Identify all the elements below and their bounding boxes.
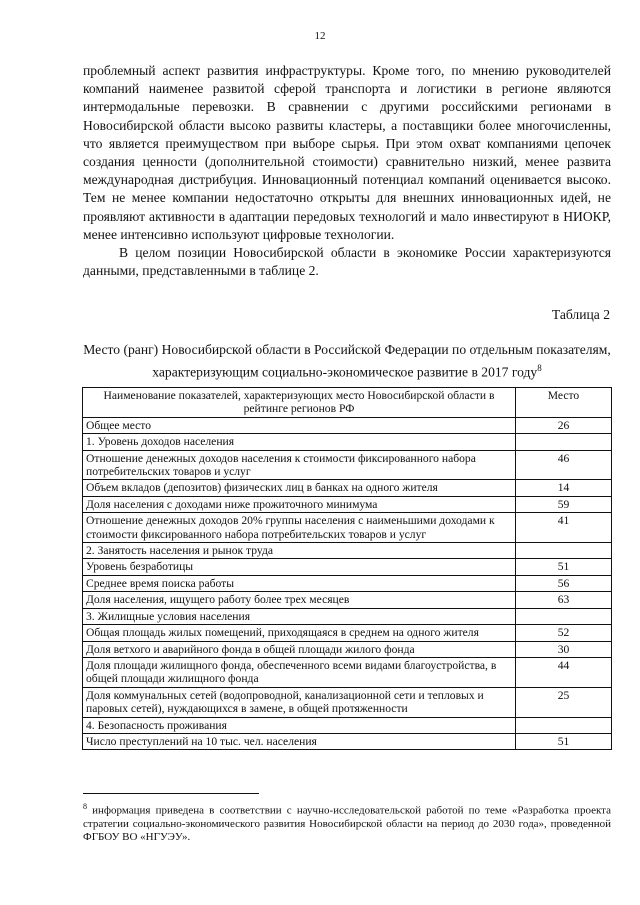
- paragraph-continuation: проблемный аспект развития инфраструктуры. Кроме того, по мнению руководителей компаний наименее развитой сферой транспорта и логистики в регионе являются интермодальные перевозки. В сравнении с другими российскими регионами в Новосибирской области высоко развиты кластеры, а поставщики более многочисленны, что является преимуществом при выборе сырья. При этом охват компаниями цепочек создания ценности (дополнительной стоимости) сравнительно низкий, менее развита международная дистрибуция. Инновационный потенциал компаний оценивается высоко. Тем не менее компании недостаточно открыты для внешних инновационных идей, не проявляют активности в адаптации передовых технологий и мало инвестируют в НИОКР, менее интенсивно используют цифровые технологии.: [83, 63, 611, 242]
- table-row: [83, 687, 612, 717]
- row-value: 41: [516, 513, 612, 543]
- row-value: 52: [516, 625, 612, 641]
- row-name: Общее место: [83, 417, 516, 433]
- row-name: Отношение денежных доходов населения к стоимости фиксированного набора потребительских товаров и услуг: [83, 450, 516, 480]
- table-row: [83, 559, 612, 575]
- table-row: [83, 608, 612, 624]
- row-name: Доля населения, ищущего работу более трех месяцев: [83, 592, 516, 608]
- row-value: [516, 608, 612, 624]
- row-name: Число преступлений на 10 тыс. чел. населения: [83, 733, 516, 749]
- table-row: [83, 480, 612, 496]
- table-caption: [83, 341, 611, 382]
- row-value: 46: [516, 450, 612, 480]
- row-name: 4. Безопасность проживания: [83, 717, 516, 733]
- paragraph-table-intro: В целом позиции Новосибирской области в экономике России характеризуются данными, представленными в таблице 2.: [83, 245, 611, 279]
- row-name: Доля коммунальных сетей (водопроводной, канализационной сети и тепловых и паровых сетей), нуждающихся в замене, в общей протяженности: [83, 687, 516, 717]
- row-value: 51: [516, 733, 612, 749]
- row-name: Среднее время поиска работы: [83, 575, 516, 591]
- row-value: 25: [516, 687, 612, 717]
- header-rank: Место: [516, 388, 612, 418]
- table-row: [83, 513, 612, 543]
- ranking-table: [82, 387, 612, 750]
- table-row: [83, 543, 612, 559]
- header-indicator: Наименование показателей, характеризующих место Новосибирской области в рейтинге регионов РФ: [83, 388, 516, 418]
- table-header-row: [83, 388, 612, 418]
- table-row: [83, 575, 612, 591]
- table-row: [83, 657, 612, 687]
- row-name: Доля площади жилищного фонда, обеспеченного всеми видами благоустройства, в общей площади жилищного фонда: [83, 657, 516, 687]
- table-row: [83, 717, 612, 733]
- row-name: Объем вкладов (депозитов) физических лиц в банках на одного жителя: [83, 480, 516, 496]
- footnote-text: информация приведена в соответствии с научно-исследовательской работой по теме «Разработка проекта стратегии социально-экономического развития Новосибирской области на период до 2030 года», проведенной ФГБОУ ВО «НГУЭУ».: [83, 804, 611, 844]
- row-name: Отношение денежных доходов 20% группы населения с наименьшими доходами к стоимости фиксированного набора потребительских товаров и услуг: [83, 513, 516, 543]
- table-row: [83, 434, 612, 450]
- body-text: [83, 62, 611, 280]
- table-row: [83, 641, 612, 657]
- row-value: [516, 543, 612, 559]
- row-value: [516, 434, 612, 450]
- table-row: [83, 496, 612, 512]
- table-row: [83, 733, 612, 749]
- footnote-separator: [83, 793, 259, 794]
- table-row: [83, 450, 612, 480]
- footnote: [83, 800, 611, 845]
- row-value: 63: [516, 592, 612, 608]
- row-name: 1. Уровень доходов населения: [83, 434, 516, 450]
- row-value: 30: [516, 641, 612, 657]
- page-number: 12: [314, 30, 326, 42]
- table-row: [83, 625, 612, 641]
- row-value: [516, 717, 612, 733]
- row-name: Доля ветхого и аварийного фонда в общей площади жилого фонда: [83, 641, 516, 657]
- row-name: Общая площадь жилых помещений, приходящаяся в среднем на одного жителя: [83, 625, 516, 641]
- row-value: 56: [516, 575, 612, 591]
- row-value: 59: [516, 496, 612, 512]
- row-name: 3. Жилищные условия населения: [83, 608, 516, 624]
- row-value: 14: [516, 480, 612, 496]
- table-label: Таблица 2: [551, 307, 610, 322]
- row-value: 26: [516, 417, 612, 433]
- footnote-marker: 8: [83, 802, 87, 811]
- row-value: 44: [516, 657, 612, 687]
- row-name: Уровень безработицы: [83, 559, 516, 575]
- row-name: Доля населения с доходами ниже прожиточного минимума: [83, 496, 516, 512]
- table-row: [83, 417, 612, 433]
- table-caption-text: Место (ранг) Новосибирской области в Российской Федерации по отдельным показателям, характеризующим социально-экономическое развитие в 2017 году: [83, 342, 611, 380]
- row-name: 2. Занятость населения и рынок труда: [83, 543, 516, 559]
- row-value: 51: [516, 559, 612, 575]
- table-caption-footnote-ref: 8: [537, 363, 542, 374]
- table-row: [83, 592, 612, 608]
